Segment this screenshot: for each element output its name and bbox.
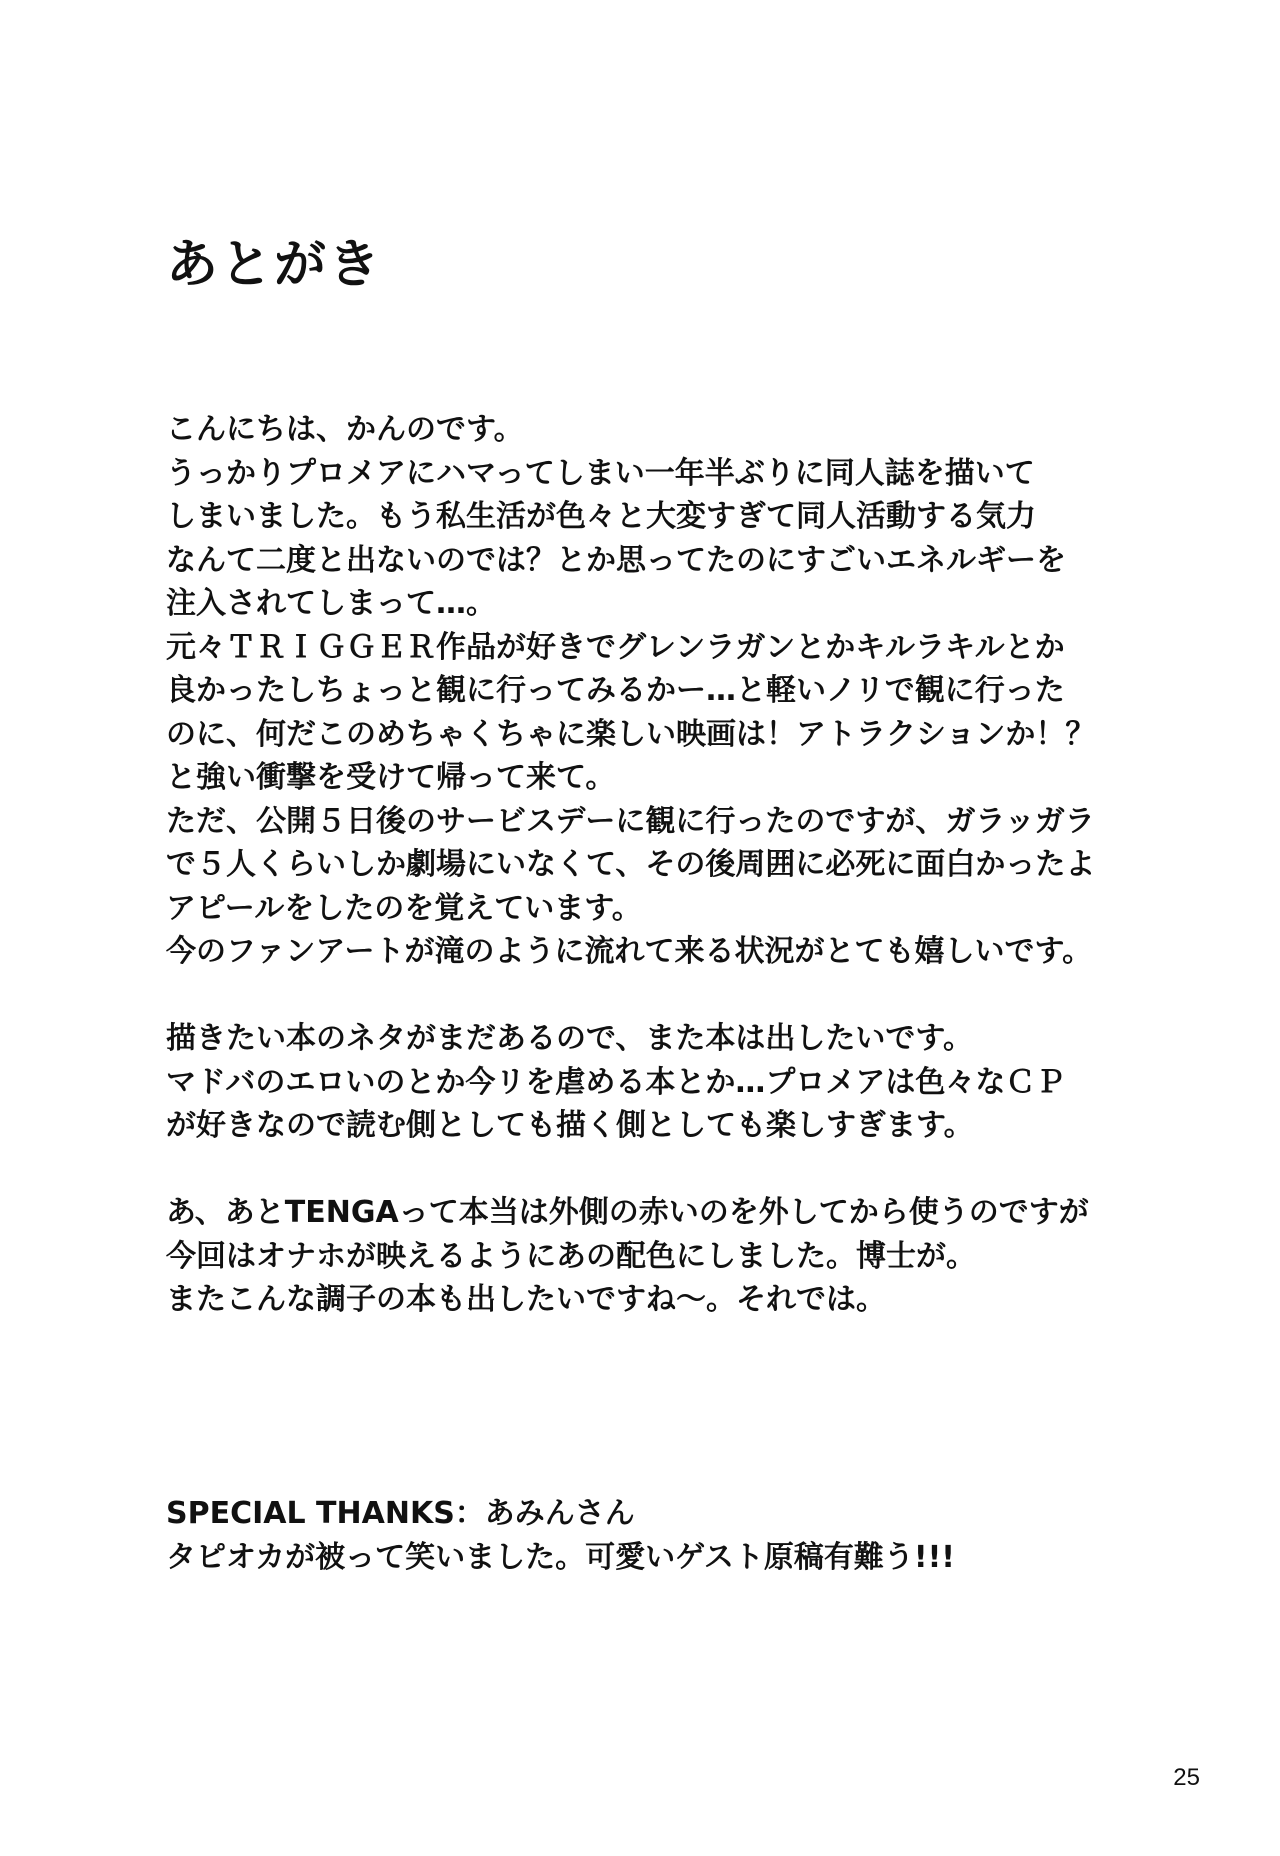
paragraph-next-books — [166, 1017, 1166, 1148]
text-line: あ、あとTENGAって本当は外側の赤いのを外してから使うのですが — [166, 1195, 1089, 1230]
special-thanks — [166, 1492, 1166, 1579]
text-line: 注入されてしまって…。 — [166, 586, 496, 621]
paragraph-spacer — [166, 1148, 1166, 1192]
paragraph-closing — [166, 1191, 1166, 1322]
text-line: 描きたい本のネタがまだあるので、また本は出したいです。 — [166, 1021, 973, 1056]
paragraph-intro — [166, 408, 1166, 974]
text-line: しまいました。もう私生活が色々と大変すぎて同人活動する気力 — [166, 499, 1036, 534]
text-line: マドバのエロいのとか今リを虐める本とか…プロメアは色々なＣＰ — [166, 1064, 1066, 1100]
text-line: 今のファンアートが滝のように流れて来る状況がとても嬉しいです。 — [166, 934, 1093, 969]
text-line: アピールをしたのを覚えています。 — [166, 890, 642, 926]
text-line: のに、何だこのめちゃくちゃに楽しい映画は！アトラクションか！？ — [166, 716, 1096, 752]
page-title: あとがき — [166, 235, 383, 295]
thanks-message-line: タピオカが被って笑いました。可愛いゲスト原稿有難う!!! — [166, 1539, 955, 1575]
text-line: 良かったしちょっと観に行ってみるかー…と軽いノリで観に行った — [166, 673, 1065, 708]
afterword-body — [166, 408, 1166, 1322]
text-line: 元々ＴＲＩＧＧＥＲ作品が好きでグレンラガンとかキルラキルとか — [166, 629, 1065, 665]
text-line: こんにちは、かんのです。 — [166, 412, 524, 447]
text-line: が好きなので読む側としても描く側としても楽しすぎます。 — [166, 1108, 974, 1143]
text-line: 今回はオナホが映えるようにあの配色にしました。博士が。 — [166, 1238, 976, 1274]
text-line: ただ、公開５日後のサービスデーに観に行ったのですが、ガラッガラ — [166, 803, 1095, 839]
paragraph-spacer — [166, 974, 1166, 1018]
text-line: なんて二度と出ないのでは？とか思ってたのにすごいエネルギーを — [166, 542, 1066, 578]
text-line: またこんな調子の本も出したいですね〜。それでは。 — [166, 1282, 886, 1317]
text-line: で５人くらいしか劇場にいなくて、その後周囲に必死に面白かったよ — [166, 847, 1096, 882]
text-line: うっかりプロメアにハマってしまい一年半ぶりに同人誌を描いて — [166, 455, 1035, 491]
page-number: 25 — [1173, 1764, 1200, 1791]
text-line: と強い衝撃を受けて帰って来て。 — [166, 760, 616, 795]
thanks-heading-line: SPECIAL THANKS：あみんさん — [166, 1496, 635, 1531]
